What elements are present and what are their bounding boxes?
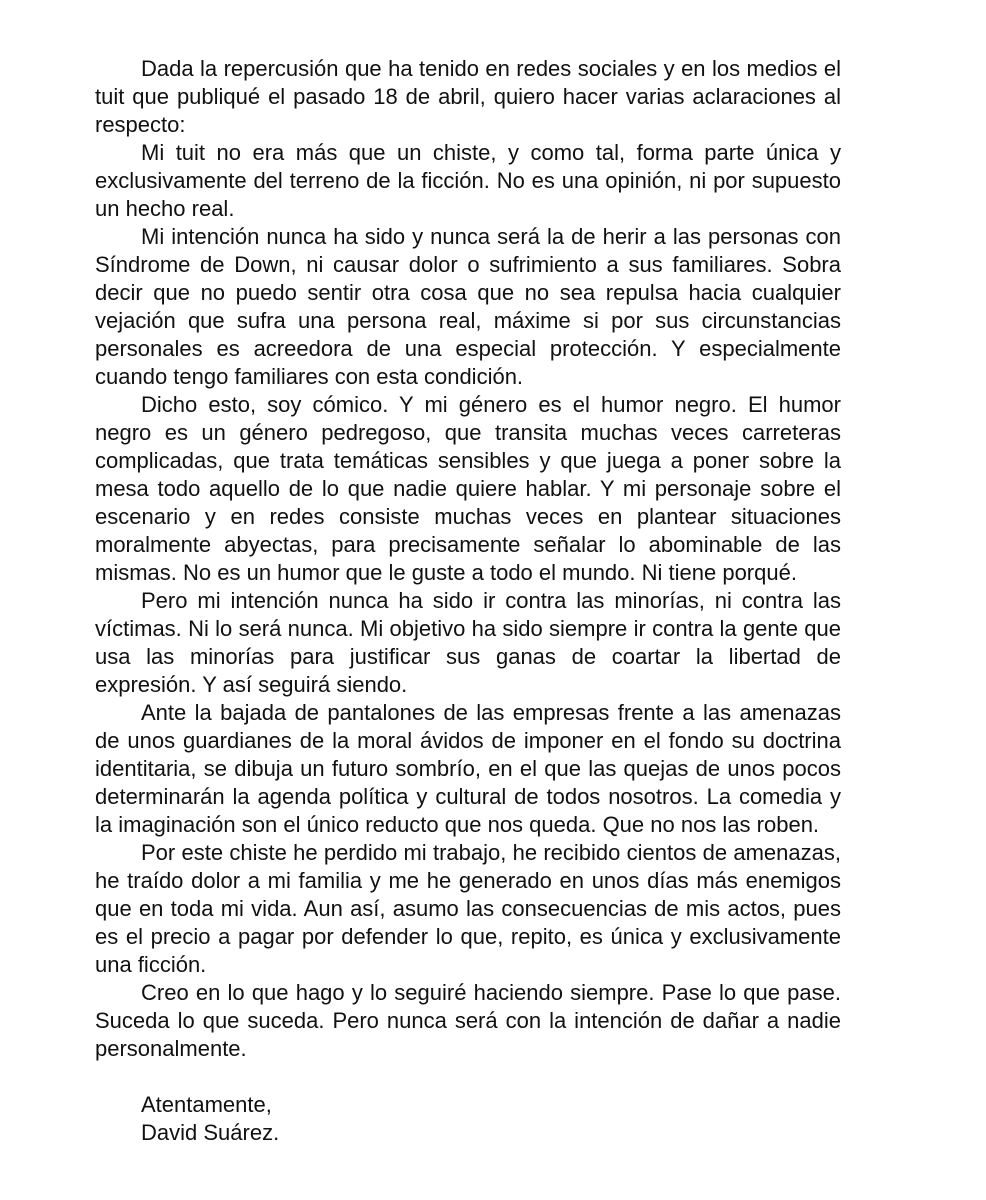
signature: David Suárez. — [141, 1120, 280, 1145]
paragraph: Mi tuit no era más que un chiste, y como tal, forma parte única y exclusivamente del terreno de la ficción. No es una opinión, ni por supuesto un hecho real. — [95, 140, 841, 221]
paragraph: Creo en lo que hago y lo seguiré haciendo siempre. Pase lo que pase. Suceda lo que suceda. Pero nunca será con la intención de dañar a nadie personalmente. — [95, 980, 841, 1061]
paragraph: Por este chiste he perdido mi trabajo, he recibido cientos de amenazas, he traído dolor a mi familia y me he generado en unos días más enemigos que en toda mi vida. Aun así, asumo las consecuencias de mis actos, pues es el precio a pagar por defender lo que, repito, es única y exclusivamente una ficción. — [95, 840, 841, 977]
paragraph: Dicho esto, soy cómico. Y mi género es el humor negro. El humor negro es un género pedregoso, que transita muchas veces carreteras complicadas, que trata temáticas sensibles y que juega a poner sobre la mesa todo aquello de lo que nadie quiere hablar. Y mi personaje sobre el escenario y en redes consiste muchas veces en plantear situaciones moralmente abyectas, para precisamente señalar lo abominable de las mismas. No es un humor que le guste a todo el mundo. Ni tiene porqué. — [95, 392, 841, 585]
letter-body — [95, 55, 841, 1147]
paragraph: Pero mi intención nunca ha sido ir contra las minorías, ni contra las víctimas. Ni lo será nunca. Mi objetivo ha sido siempre ir contra la gente que usa las minorías para justificar sus ganas de coartar la libertad de expresión. Y así seguirá siendo. — [95, 588, 841, 697]
letter-closing — [95, 1091, 841, 1147]
paragraph: Dada la repercusión que ha tenido en redes sociales y en los medios el tuit que publiqué el pasado 18 de abril, quiero hacer varias aclaraciones al respecto: — [95, 56, 841, 137]
paragraph: Mi intención nunca ha sido y nunca será la de herir a las personas con Síndrome de Down, ni causar dolor o sufrimiento a sus familiares. Sobra decir que no puedo sentir otra cosa que no sea repulsa hacia cualquier vejación que sufra una persona real, máxime si por sus circunstancias personales es acreedora de una especial protección. Y especialmente cuando tengo familiares con esta condición. — [95, 224, 841, 389]
closing-salutation: Atentamente, — [141, 1092, 272, 1117]
paragraph: Ante la bajada de pantalones de las empresas frente a las amenazas de unos guardianes de la moral ávidos de imponer en el fondo su doctrina identitaria, se dibuja un futuro sombrío, en el que las quejas de unos pocos determinarán la agenda política y cultural de todos nosotros. La comedia y la imaginación son el único reducto que nos queda. Que no nos las roben. — [95, 700, 841, 837]
